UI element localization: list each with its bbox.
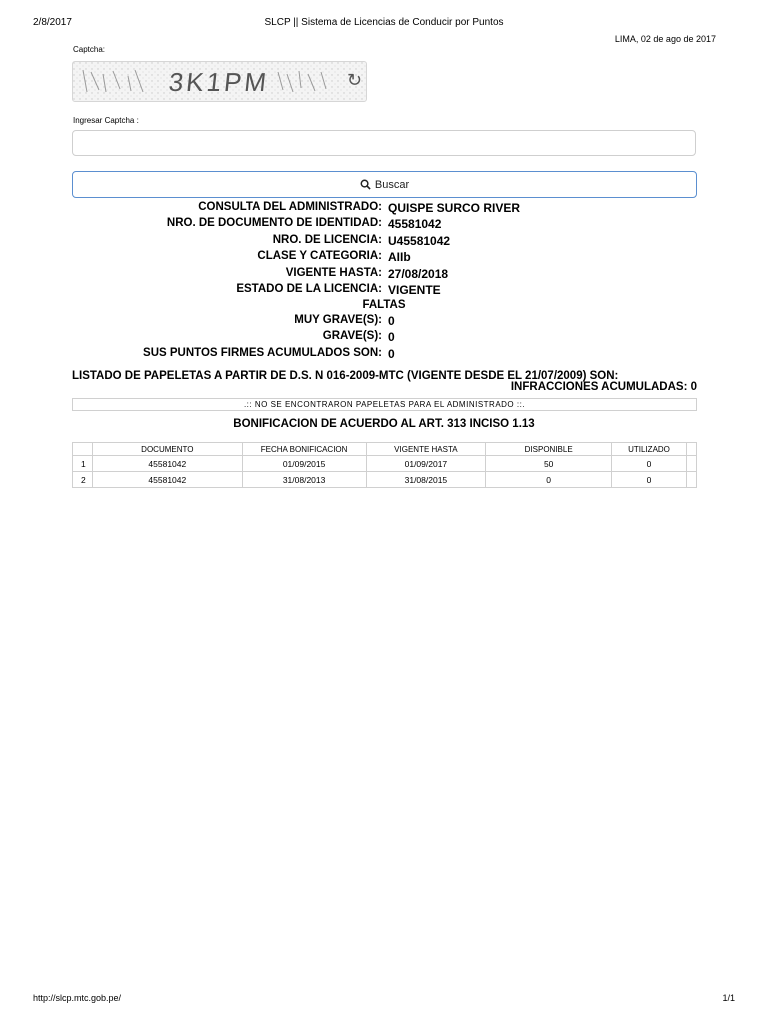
bonificacion-table: [72, 442, 697, 488]
row-index: 2: [73, 472, 93, 488]
info-value: AIIb: [388, 250, 411, 265]
column-header: UTILIZADO: [612, 443, 687, 456]
captcha-input[interactable]: [72, 130, 696, 156]
column-header: DISPONIBLE: [486, 443, 612, 456]
buscar-label: Buscar: [374, 178, 410, 191]
administrado-info: [0, 199, 768, 297]
cell-vigente-hasta: 31/08/2015: [366, 472, 486, 488]
row-index: 1: [73, 456, 93, 472]
falta-value: 0: [388, 330, 395, 345]
faltas-info: [0, 312, 768, 361]
info-value: U45581042: [388, 233, 451, 248]
table-header-row: [73, 443, 697, 456]
info-row: [0, 248, 768, 264]
info-label: NRO. DE DOCUMENTO DE IDENTIDAD:: [166, 217, 382, 230]
column-header: [686, 443, 696, 456]
info-label: NRO. DE LICENCIA:: [272, 233, 382, 246]
info-label: CONSULTA DEL ADMINISTRADO:: [198, 201, 382, 213]
no-papeletas-message: .:: NO SE ENCONTRARON PAPELETAS PARA EL ADMINISTRADO ::.: [72, 398, 697, 411]
captcha-label: Captcha:: [73, 45, 106, 54]
print-date: 2/8/2017: [33, 17, 72, 28]
table-row: [73, 472, 697, 488]
ingresar-captcha-label: Ingresar Captcha :: [73, 116, 139, 125]
info-label: ESTADO DE LA LICENCIA:: [236, 282, 382, 295]
info-row: [0, 215, 768, 231]
footer-page-number: 1/1: [722, 993, 735, 1003]
column-header: [73, 443, 93, 456]
table-row: [73, 456, 697, 472]
captcha-noise-image: [73, 62, 366, 101]
footer-url: http://slcp.mtc.gob.pe/: [33, 993, 122, 1003]
cell-extra: [686, 472, 696, 488]
faltas-title: FALTAS: [362, 299, 406, 311]
cell-documento: 45581042: [92, 472, 242, 488]
falta-row: [0, 328, 768, 344]
falta-row: [0, 312, 768, 328]
buscar-button[interactable]: [72, 171, 697, 198]
column-header: VIGENTE HASTA: [366, 443, 486, 456]
cell-disponible: 50: [486, 456, 612, 472]
cell-utilizado: 0: [612, 456, 687, 472]
page-title: SLCP || Sistema de Licencias de Conducir por Puntos: [264, 17, 504, 28]
info-label: CLASE Y CATEGORIA:: [257, 250, 382, 263]
falta-label: GRAVE(S):: [322, 330, 382, 343]
info-row: [0, 265, 768, 281]
falta-row: [0, 345, 768, 361]
info-value: 27/08/2018: [388, 266, 449, 281]
captcha-image: [72, 61, 367, 102]
cell-documento: 45581042: [92, 456, 242, 472]
info-label: VIGENTE HASTA:: [285, 266, 382, 279]
falta-value: 0: [388, 346, 395, 361]
cell-extra: [686, 456, 696, 472]
column-header: DOCUMENTO: [92, 443, 242, 456]
cell-fecha-bonificacion: 01/09/2015: [242, 456, 366, 472]
info-value: VIGENTE: [388, 282, 441, 297]
cell-utilizado: 0: [612, 472, 687, 488]
info-row: [0, 281, 768, 297]
info-row: [0, 199, 768, 215]
bonificacion-title: BONIFICACION DE ACUERDO AL ART. 313 INCISO 1.13: [233, 418, 535, 430]
info-value: 45581042: [388, 217, 442, 232]
column-header: FECHA BONIFICACION: [242, 443, 366, 456]
info-value: QUISPE SURCO RIVER: [388, 201, 521, 215]
infracciones-acumuladas: INFRACCIONES ACUMULADAS: 0: [510, 381, 697, 393]
refresh-icon[interactable]: ↻: [346, 70, 362, 90]
lima-date: LIMA, 02 de ago de 2017: [614, 34, 716, 44]
cell-disponible: 0: [486, 472, 612, 488]
cell-vigente-hasta: 01/09/2017: [366, 456, 486, 472]
info-row: [0, 232, 768, 248]
falta-label: SUS PUNTOS FIRMES ACUMULADOS SON:: [143, 346, 382, 359]
listado-papeletas: LISTADO DE PAPELETAS A PARTIR DE D.S. N 016-2009-MTC (VIGENTE DESDE EL 21/07/2009) SON:: [72, 370, 619, 382]
cell-fecha-bonificacion: 31/08/2013: [242, 472, 366, 488]
captcha-text: 3K1PM: [167, 67, 271, 97]
falta-label: MUY GRAVE(S):: [294, 314, 382, 326]
falta-value: 0: [388, 314, 395, 328]
search-icon: [360, 179, 371, 190]
